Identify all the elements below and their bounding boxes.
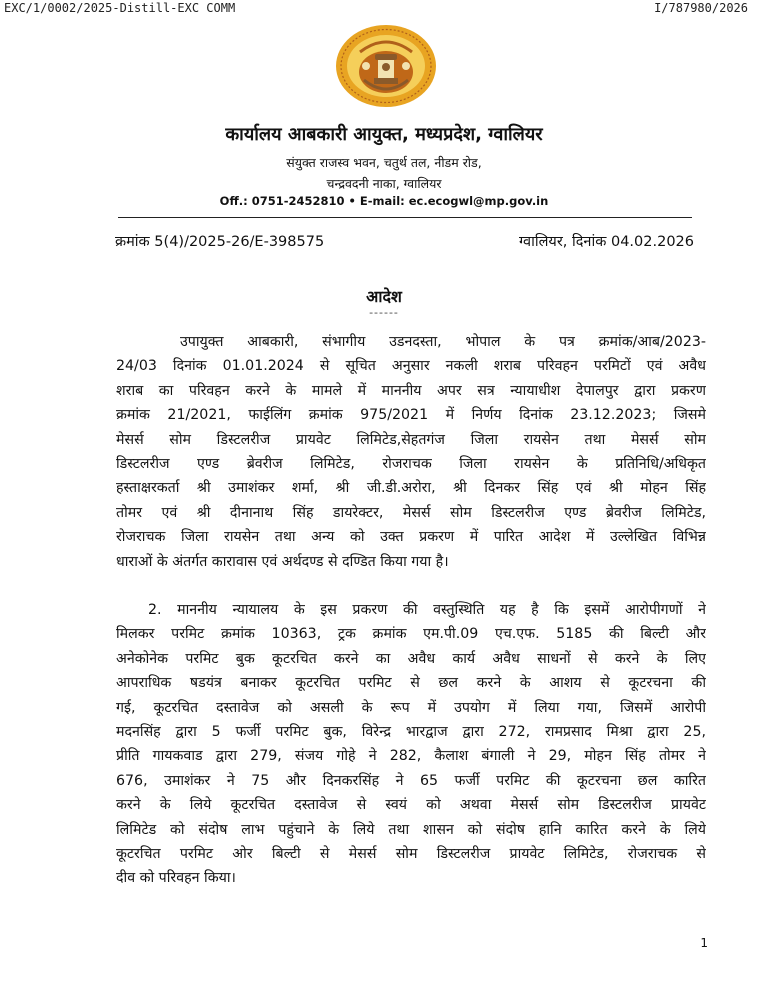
paragraph-line: दीव को परिवहन किया। [116, 870, 236, 887]
office-name: कार्यालय आबकारी आयुक्त, मध्यप्रदेश, ग्वालियर [225, 124, 543, 145]
paragraph-1 [116, 330, 706, 574]
address-line-2: चन्द्रवदनी नाका, ग्वालियर [326, 176, 442, 191]
paragraph-line: मदनसिंह द्वारा 5 फर्जी परमिट बुक, विरेन्द्र भारद्वाज द्वारा 272, रामप्रसाद मिश्रा द्वारा 25, [116, 723, 706, 740]
paragraph-line: करने के लिये कूटरचित दस्तावेज से स्वयं को अथवा मेसर्स सोम डिस्टलरीज प्रायवेट [116, 797, 706, 814]
paragraph-line: धाराओं के अंतर्गत कारावास एवं अर्थदण्ड से दण्डित किया गया है। [116, 553, 449, 570]
contact-line: Off.: 0751-2452810 • E-mail: ec.ecogwl@mp.gov.in [219, 194, 549, 208]
paragraph-line: मिलकर परमिट क्रमांक 10363, ट्रक क्रमांक एम.पी.09 एच.एफ. 5185 की बिल्टी और [116, 626, 706, 643]
paragraph-line: शराब का परिवहन करने के मामले में माननीय अपर सत्र न्यायाधीश देपालपुर द्वारा प्रकरण [116, 382, 706, 399]
paragraph-line: 24/03 दिनांक 01.01.2024 से सूचित अनुसार नकली शराब परिवहन परमिटों एवं अवैध [116, 358, 706, 375]
paragraph-line: गई, कूटरचित दस्तावेज को असली के रूप में उपयोग में लिया गया, जिसमें आरोपी [116, 699, 706, 716]
document-reference-bar [0, 0, 768, 18]
order-heading: आदेश [366, 287, 402, 306]
receipt-reference: I/787980/2026 [654, 1, 748, 15]
paragraph-line: 2. माननीय न्यायालय के इस प्रकरण की वस्तुस्थिति यह है कि इसमें आरोपीगणों ने [148, 602, 706, 618]
paragraph-line: तोमर एवं श्री दीनानाथ सिंह डायरेक्टर, मेसर्स सोम डिस्टलरीज एण्ड ब्रेवरीज लिमिटेड, [116, 504, 706, 521]
file-reference: EXC/1/0002/2025-Distill-EXC COMM [4, 1, 236, 15]
order-number: क्रमांक 5(4)/2025-26/E-398575 [115, 234, 325, 250]
paragraph-line: क्रमांक 21/2021, फाईलिंग क्रमांक 975/2021 में निर्णय दिनांक 23.12.2023; जिसमे [116, 407, 706, 424]
paragraph-line: हस्ताक्षरकर्ता श्री उमाशंकर शर्मा, श्री जी.डी.अरोरा, श्री दिनकर सिंह एवं श्री मोहन सिंह [116, 480, 706, 497]
paragraph-line: 676, उमाशंकर ने 75 और दिनकरसिंह ने 65 फर्जी परमिट की कूटरचना छल कारित [116, 772, 706, 789]
paragraph-line: आपराधिक षडयंत्र बनाकर कूटरचित परमिट से छल करने के आशय से कूटरचना की [116, 675, 706, 692]
paragraph-line: रोजराचक जिला रायसेन तथा अन्य को उक्त प्रकरण में पारित आदेश में उल्लेखित विभिन्न [116, 529, 706, 546]
paragraph-line: उपायुक्त आबकारी, संभागीय उडनदस्ता, भोपाल के पत्र क्रमांक/आब/2023- [180, 334, 706, 350]
paragraph-2 [116, 598, 706, 891]
paragraph-line: डिस्टलरीज एण्ड ब्रेवरीज लिमिटेड, रोजराचक जिला रायसेन के प्रतिनिधि/अधिकृत [116, 455, 706, 472]
paragraph-line: कूटरचित परमिट ओर बिल्टी से मेसर्स सोम डिस्टलरीज प्रायवेट लिमिटेड, रोजराचक से [116, 845, 706, 862]
place-and-date: ग्वालियर, दिनांक 04.02.2026 [518, 234, 694, 250]
letterhead-divider [118, 217, 692, 218]
page-number: 1 [700, 936, 708, 950]
paragraph-line: अनेकोनेक परमिट बुक कूटरचित करने का अवैध कार्य अवैध साधनों से करने के लिए [116, 650, 706, 667]
paragraph-line: मेसर्स सोम डिस्टलरीज प्रायवेट लिमिटेड,सेहतगंज जिला रायसेन तथा मेसर्स सोम [116, 431, 706, 448]
paragraph-line: प्रीति गायकवाड द्वारा 279, संजय गोहे ने 282, कैलाश बंगाली ने 29, मोहन सिंह तोमर ने [116, 748, 706, 765]
heading-underline: ------ [369, 306, 399, 319]
address-line-1: संयुक्त राजस्व भवन, चतुर्थ तल, नीडम रोड, [286, 155, 482, 170]
paragraph-line: लिमिटेड को संदोष लाभ पहुंचाने के लिये तथा शासन को संदोष हानि कारित करने के लिये [116, 821, 706, 838]
mp-government-emblem-icon [334, 22, 438, 108]
